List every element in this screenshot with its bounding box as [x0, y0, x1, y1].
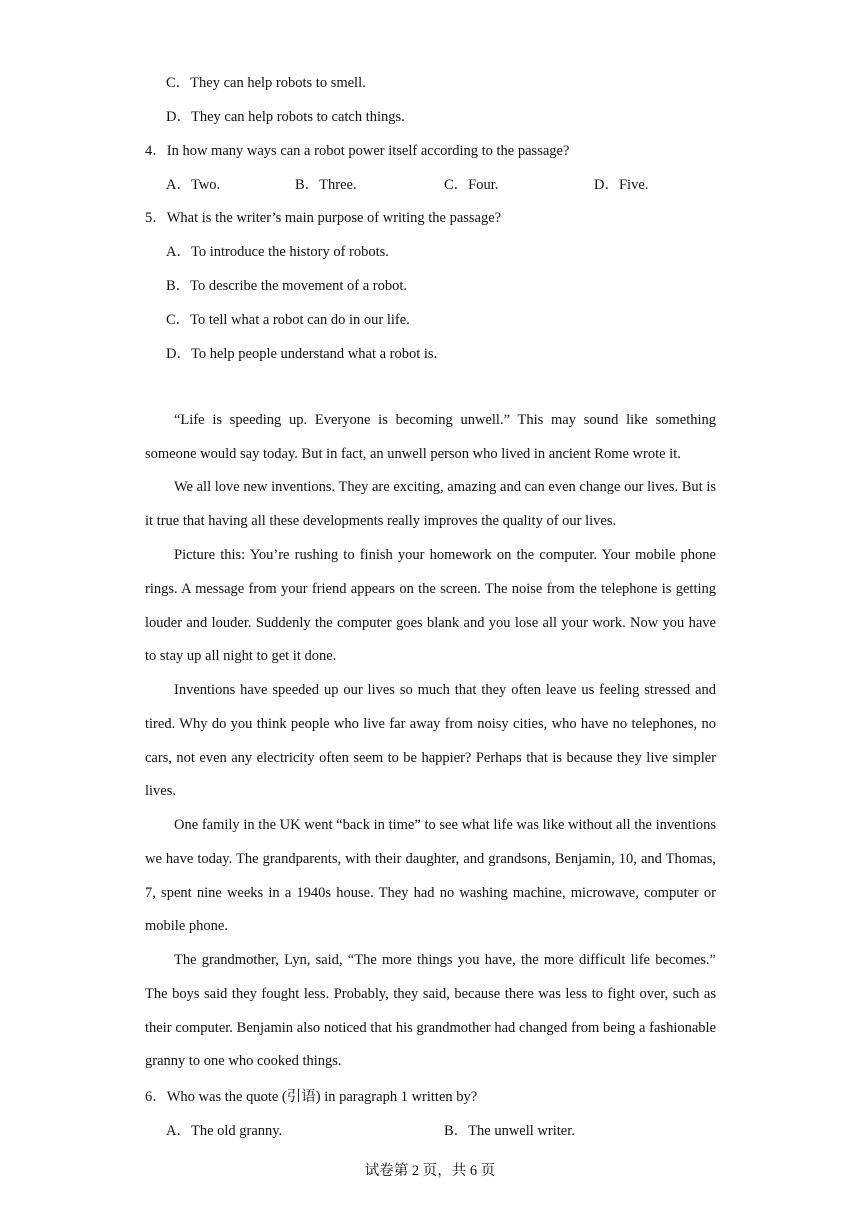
q5-option-d: D．To help people understand what a robot is.	[166, 346, 438, 362]
q5-option-c: C．To tell what a robot can do in our life.	[166, 312, 410, 328]
passage-paragraph-4: Inventions have speeded up our lives so much that they often leave us feeling stressed and tired. Why do you think people who live far away from noisy cities, who have no telephones, no cars, not even any electricity often seem to be happier? Perhaps that is because they live simpler lives.	[145, 682, 716, 800]
page-footer: 试卷第 2 页，共 6 页	[364, 1163, 496, 1179]
q6-option-a: A．The old granny.	[166, 1123, 283, 1139]
q5-stem: 5．What is the writer’s main purpose of writing the passage?	[145, 210, 502, 226]
q3-option-c: C．They can help robots to smell.	[166, 75, 366, 91]
q5-option-b: B．To describe the movement of a robot.	[166, 278, 407, 294]
q3-option-d: D．They can help robots to catch things.	[166, 109, 405, 125]
q4-stem: 4．In how many ways can a robot power itself according to the passage?	[145, 143, 570, 159]
passage-paragraph-6: The grandmother, Lyn, said, “The more things you have, the more difficult life becomes.” The boys said they fought less. Probably, they said, because there was less to fight over, such as their computer. Benjamin also noticed that his grandmother had changed from being a fashionable granny to one who cooked things.	[145, 952, 716, 1070]
passage-paragraph-5: One family in the UK went “back in time” to see what life was like without all the inventions we have today. The grandparents, with their daughter, and grandsons, Benjamin, 10, and Thomas, 7, spent nine weeks in a 1940s house. They had no washing machine, microwave, computer or mobile phone.	[145, 817, 716, 935]
q4-option-a: A．Two.	[166, 177, 221, 193]
q4-option-d: D．Five.	[594, 177, 649, 193]
q5-option-a: A．To introduce the history of robots.	[166, 244, 389, 260]
passage-paragraph-1: “Life is speeding up. Everyone is becoming unwell.” This may sound like something someone would say today. But in fact, an unwell person who lived in ancient Rome wrote it.	[145, 412, 716, 462]
q6-option-b: B．The unwell writer.	[444, 1123, 575, 1139]
q4-option-c: C．Four.	[444, 177, 499, 193]
passage-paragraph-2: We all love new inventions. They are exciting, amazing and can even change our lives. But is it true that having all these developments really improves the quality of our lives.	[145, 479, 716, 529]
passage-paragraph-3: Picture this: You’re rushing to finish your homework on the computer. Your mobile phone rings. A message from your friend appears on the screen. The noise from the telephone is getting louder and louder. Suddenly the computer goes blank and you lose all your work. Now you have to stay up all night to get it done.	[145, 547, 716, 665]
q4-option-b: B．Three.	[295, 177, 357, 193]
q6-stem: 6．Who was the quote (引语) in paragraph 1 written by?	[145, 1089, 478, 1105]
